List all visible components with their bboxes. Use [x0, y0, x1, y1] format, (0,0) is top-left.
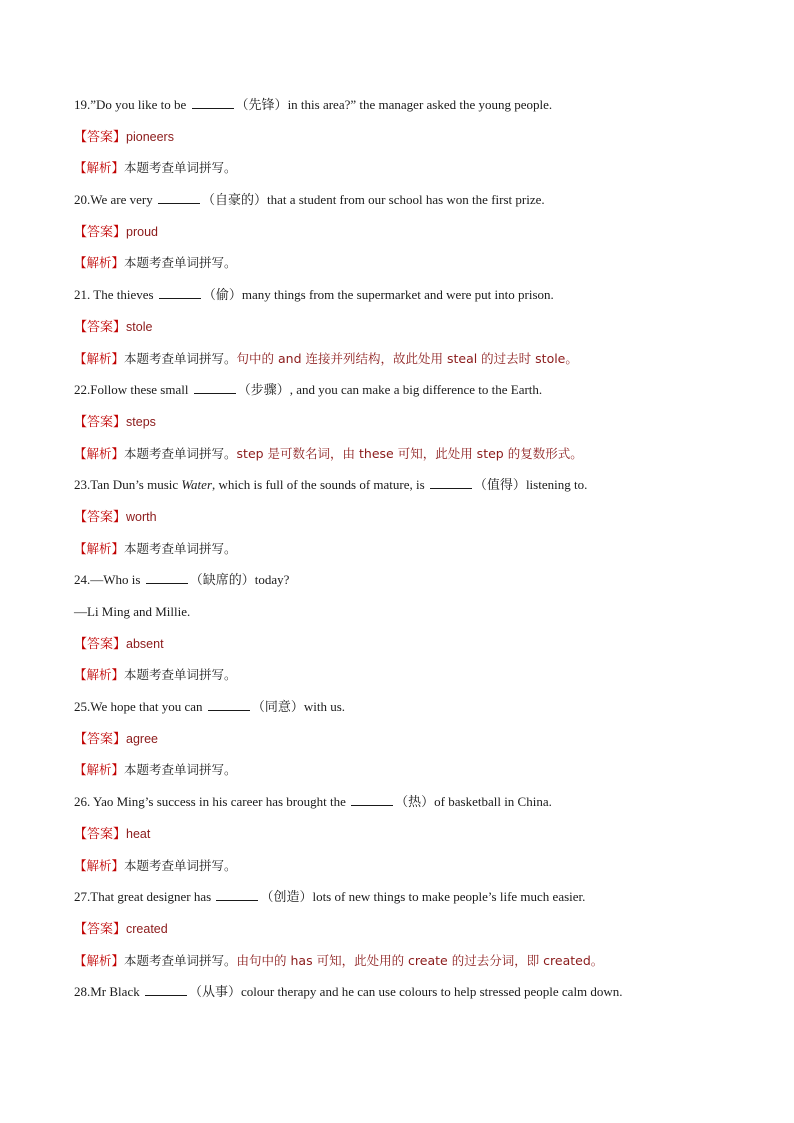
answer-tag: 【答案】 [74, 825, 127, 841]
analysis-text: 本题考查单词拼写。 [124, 160, 237, 176]
answer-tag: 【答案】 [74, 920, 127, 936]
question-20 [74, 191, 724, 209]
answer-24 [74, 635, 724, 653]
answer-tag: 【答案】 [74, 128, 127, 144]
analysis-tag: 【解析】 [74, 540, 125, 556]
answer-20 [74, 223, 724, 241]
question-hint: （从事） [188, 984, 241, 1000]
analysis-text: 本题考查单词拼写。 [124, 762, 237, 778]
answer-value: agree [126, 731, 158, 746]
analysis-text: 本题考查单词拼写。 [124, 350, 237, 366]
question-text: 21. The thieves [74, 287, 157, 303]
question-text: , which is full of the sounds of mature, is [212, 477, 428, 493]
answer-21 [74, 318, 724, 336]
question-hint: （偷） [202, 287, 242, 303]
answer-tag: 【答案】 [74, 318, 127, 334]
question-text: colour therapy and he can use colours to help stressed people calm down. [240, 984, 623, 1000]
question-hint: （值得） [473, 477, 526, 493]
answer-22 [74, 413, 724, 431]
question-text: , and you can make a big difference to the Earth. [289, 382, 543, 398]
analysis-text: 本题考查单词拼写。 [124, 445, 237, 461]
analysis-text: 本题考查单词拼写。 [124, 857, 237, 873]
analysis-text: 本题考查单词拼写。 [124, 667, 237, 683]
question-hint: （创造） [260, 889, 313, 905]
question-hint: （热） [395, 794, 435, 810]
document-body [74, 96, 724, 1015]
question-text: 24.—Who is [74, 572, 144, 588]
music-title: Water [181, 477, 212, 493]
analysis-tag: 【解析】 [74, 160, 125, 176]
question-text: 25.We hope that you can [74, 699, 206, 715]
question-text: lots of new things to make people’s life much easier. [312, 889, 586, 905]
answer-blank [158, 191, 200, 204]
question-text: of basketball in China. [434, 794, 552, 810]
analysis-23 [74, 540, 724, 558]
analysis-27 [74, 952, 724, 970]
question-23 [74, 476, 724, 494]
answer-value: created [126, 921, 168, 936]
answer-blank [216, 888, 258, 901]
question-27 [74, 888, 724, 906]
analysis-22 [74, 445, 724, 463]
answer-value: steps [126, 414, 156, 429]
answer-blank [145, 983, 187, 996]
question-text: —Li Ming and Millie. [74, 604, 191, 619]
question-24-reply [74, 603, 724, 621]
answer-value: pioneers [126, 129, 174, 144]
analysis-tag: 【解析】 [74, 857, 125, 873]
question-hint: （缺席的） [189, 572, 255, 588]
answer-tag: 【答案】 [74, 635, 127, 651]
question-text: 23.Tan Dun’s music [74, 477, 182, 493]
analysis-text: 本题考查单词拼写。 [124, 540, 237, 556]
answer-blank [351, 793, 393, 806]
answer-value: absent [126, 636, 164, 651]
answer-tag: 【答案】 [74, 730, 127, 746]
answer-23 [74, 508, 724, 526]
analysis-25 [74, 761, 724, 779]
answer-tag: 【答案】 [74, 223, 127, 239]
question-text: 26. Yao Ming’s success in his career has brought the [74, 794, 350, 810]
question-22 [74, 381, 724, 399]
question-text: 22.Follow these small [74, 382, 192, 398]
analysis-tag: 【解析】 [74, 762, 125, 778]
question-hint: （先锋） [235, 97, 288, 112]
question-28 [74, 983, 724, 1001]
question-25 [74, 698, 724, 716]
answer-value: heat [126, 826, 151, 841]
analysis-tag: 【解析】 [74, 350, 125, 366]
answer-value: proud [126, 224, 158, 239]
answer-blank [159, 286, 201, 299]
question-text: today? [254, 572, 290, 588]
answer-tag: 【答案】 [74, 508, 127, 524]
analysis-26 [74, 857, 724, 875]
analysis-text: 本题考查单词拼写。 [124, 952, 237, 968]
analysis-21 [74, 350, 724, 368]
question-hint: （同意） [251, 699, 304, 715]
answer-27 [74, 920, 724, 938]
question-text: that a student from our school has won the first prize. [266, 192, 545, 208]
question-text: listening to. [525, 477, 588, 493]
answer-blank [430, 476, 472, 489]
analysis-19 [74, 159, 724, 177]
question-21 [74, 286, 724, 304]
answer-value: worth [126, 509, 157, 524]
question-text: 28.Mr Black [74, 984, 143, 1000]
question-26 [74, 793, 724, 811]
question-text: with us. [303, 699, 345, 715]
answer-26 [74, 825, 724, 843]
question-text: 27.That great designer has [74, 889, 215, 905]
question-19 [74, 96, 724, 114]
answer-blank [208, 698, 250, 711]
analysis-tag: 【解析】 [74, 445, 125, 461]
analysis-tag: 【解析】 [74, 952, 125, 968]
analysis-explanation: step 是可数名词，由 these 可知，此处用 step 的复数形式。 [236, 445, 583, 461]
question-text: 19.”Do you like to be [74, 97, 190, 112]
analysis-tag: 【解析】 [74, 255, 125, 271]
analysis-text: 本题考查单词拼写。 [124, 255, 237, 271]
question-24 [74, 571, 724, 589]
question-text: many things from the supermarket and were put into prison. [241, 287, 554, 303]
answer-blank [192, 96, 234, 109]
analysis-24 [74, 666, 724, 684]
question-hint: （步骤） [237, 382, 290, 398]
analysis-explanation: 句中的 and 连接并列结构，故此处用 steal 的过去时 stole。 [236, 350, 578, 366]
answer-blank [194, 381, 236, 394]
answer-blank [146, 571, 188, 584]
question-text: 20.We are very [74, 192, 156, 208]
analysis-tag: 【解析】 [74, 667, 125, 683]
answer-25 [74, 730, 724, 748]
answer-19 [74, 128, 724, 146]
question-text: in this area?” the manager asked the young people. [287, 97, 553, 112]
question-hint: （自豪的） [201, 192, 267, 208]
answer-tag: 【答案】 [74, 413, 127, 429]
analysis-explanation: 由句中的 has 可知，此处用的 create 的过去分词，即 created。 [236, 952, 604, 968]
analysis-20 [74, 254, 724, 272]
answer-value: stole [126, 319, 153, 334]
